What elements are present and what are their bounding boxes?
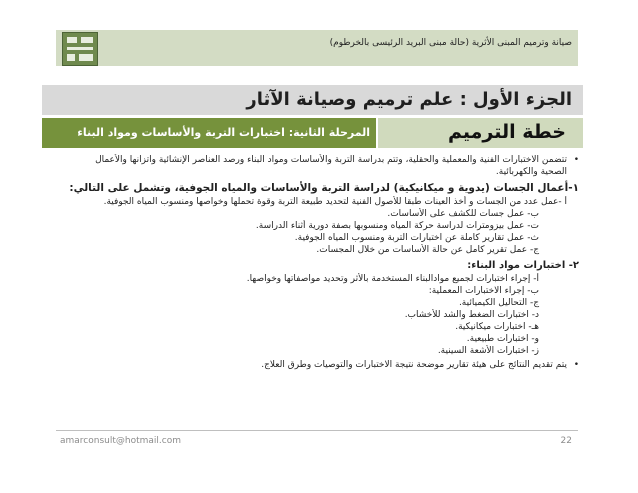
bullet-item xyxy=(48,359,579,371)
list-item: ب- عمل جسات للكشف على الأساسات. xyxy=(387,209,539,219)
slide-content xyxy=(48,154,579,371)
list-item: ز- اختبارات الأشعة السينية. xyxy=(437,346,539,356)
page-number: 22 xyxy=(560,436,572,446)
section-heading-soil: ١-أعمال الجسات (يدوية و ميكانيكية) لدراسة التربة والأساسات والمياه الجوفية، وتشمل على التالي: xyxy=(69,182,579,194)
footer-divider xyxy=(56,430,578,431)
list-item: أ- إجراء اختبارات لجميع موادالبناء المستخدمة بالأثر وتحديد مواصفاتها وخواصها. xyxy=(246,274,539,284)
bullet-continuation: الصحية والكهربائية. xyxy=(495,167,567,177)
list-item: د- اختبارات الضغط والشد للأخشاب. xyxy=(404,310,539,320)
list-item: ب- إجراء الاختبارات المعملية: xyxy=(428,286,539,296)
bullet-icon: • xyxy=(573,360,579,370)
bullet-text: يتم تقديم النتائج على هيئة تقارير موضحة نتيجة الاختبارات والتوصيات وطرق العلاج. xyxy=(261,360,567,370)
list-item: أ -عمل عدد من الجسات و أخذ العينات طبقا للأصول الفنية لتحديد طبيعة التربة وقوة تحملها وخواصها ومنسوب المياه الجوفية. xyxy=(103,197,567,207)
section-heading-materials: ٢- اختبارات مواد البناء: xyxy=(467,260,579,271)
footer-email: amarconsult@hotmail.com xyxy=(60,436,181,446)
page-title: الجزء الأول : علم ترميم وصيانة الآثار xyxy=(246,89,572,110)
bullet-item xyxy=(48,154,579,166)
list-item: ت- عمل بيزومترات لدراسة حركة المياه ومنسوبها بصفة دورية أثناء الدراسة. xyxy=(255,221,539,231)
subtitle-left: المرحلة الثانية: اختبارات التربة والأساسات ومواد البناء xyxy=(77,126,370,139)
subtitle-right: خطة الترميم xyxy=(448,121,566,143)
logo xyxy=(62,32,98,66)
header-caption: صيانة وترميم المبنى الأثرية (حالة مبنى البريد الرئيسى بالخرطوم) xyxy=(329,38,572,48)
list-item: و- اختبارات طبيعية. xyxy=(466,334,539,344)
list-item: ج- عمل تقرير كامل عن حالة الأساسات من خلال المجسات. xyxy=(316,245,539,255)
header-band xyxy=(56,30,578,66)
list-item: ج- التحاليل الكيميائية. xyxy=(458,298,539,308)
bullet-text: تتضمن الاختبارات الفنية والمعملية والحقلية، وتتم بدراسة التربة والأساسات ومواد البناء ورصد العناصر الإنشائية واتزانها والأعمال xyxy=(95,155,567,165)
bullet-icon: • xyxy=(573,155,579,165)
list-item: ث- عمل تقارير كاملة عن اختبارات التربة ومنسوب المياه الجوفية. xyxy=(294,233,539,243)
list-item: هـ- اختبارات ميكانيكية. xyxy=(455,322,539,332)
